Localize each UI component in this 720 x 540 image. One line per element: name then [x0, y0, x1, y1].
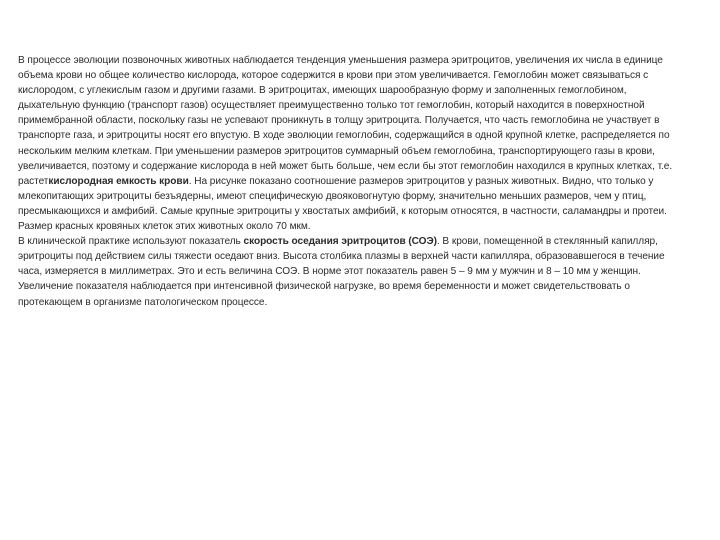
paragraph-evolution-text-b: . На рисунке показано соотношение размеров эритроцитов у разных животных. Видно, что только у млекопитающих эритроциты безъядерны, имеют специфическую двояковогнутую форму, значительно меньших размеров, чем у птиц, пресмыкающихся и амфибий. Самые крупные эритроциты у хвостатых амфибий, к которым относятся, в частности, саламандры и протеи. Размер красных кровяных клеток этих животных около 70 мкм.	[18, 175, 667, 233]
paragraph-esr-text-a: В клинической практике используют показатель	[18, 236, 244, 248]
paragraph-evolution-text-a: В процессе эволюции позвоночных животных наблюдается тенденция уменьшения размера эритроцитов, увеличения их числа в единице объема крови но общее количество кислорода, которое содержится в крови при этом увеличивается. Гемоглобин может связываться с кислородом, с углекислым газом и другими газами. В эритроцитах, имеющих шарообразную форму и заполненных гемоглобином, дыхательную функцию (транспорт газов) осуществляет преимущественно только тот гемоглобин, который находится в поверхностной примембранной области, поскольку газы не успевают проникнуть в толщу эритроцита. Получается, что часть гемоглобина не участвует в транспорте газа, и эритроциты носят его впустую. В ходе эволюции гемоглобин, содержащийся в одной крупной клетке, распределяется по нескольким мелким клеткам. При уменьшении размеров эритроцитов суммарный объем гемоглобина, транспортирующего газы в крови, увеличивается, поэтому и содержание кислорода в ней может быть больше, чем если бы этот гемоглобин находился в крупных клетках, т.е. растет	[18, 55, 673, 187]
esr-term: скорость оседания эритроцитов (СОЭ)	[243, 236, 437, 248]
oxygen-capacity-term: кислородная емкость крови	[48, 175, 189, 187]
body-text	[18, 53, 690, 310]
paragraph-esr	[18, 234, 690, 309]
paragraph-evolution	[18, 53, 690, 234]
paragraph-esr-text-b: . В крови, помещенной в стеклянный капилляр, эритроциты под действием силы тяжести оседают вниз. Высота столбика плазмы в верхней части капилляра, образовавшегося в течение часа, измеряется в миллиметрах. Это и есть величина СОЭ. В норме этот показатель равен 5 – 9 мм у мужчин и 8 – 10 мм у женщин. Увеличение показателя наблюдается при интенсивной физической нагрузке, во время беременности и может свидетельствовать о протекающем в организме патологическом процессе.	[18, 236, 665, 308]
